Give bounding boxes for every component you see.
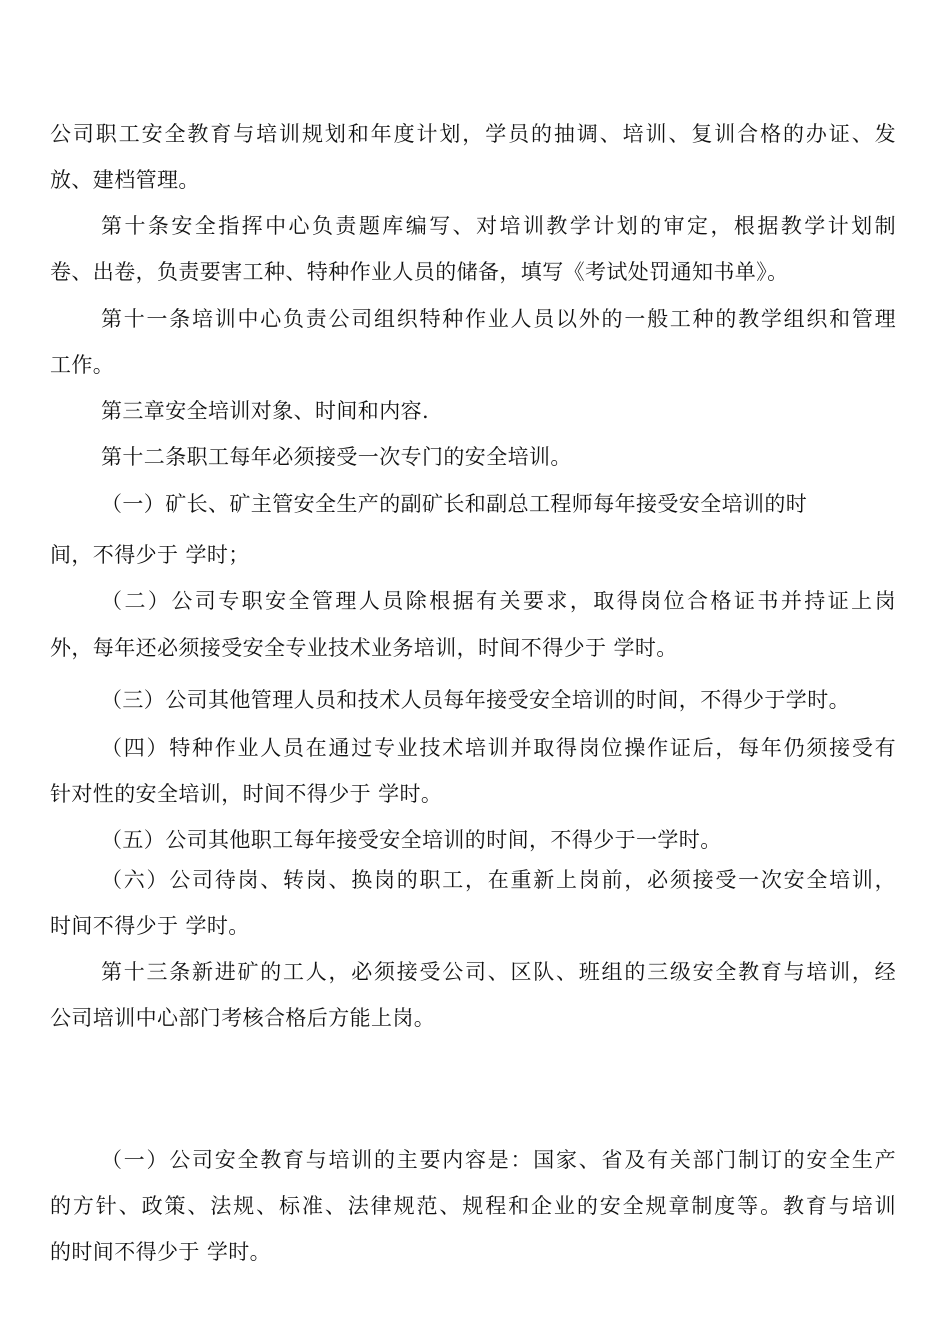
text-line: （三）公司其他管理人员和技术人员每年接受安全培训的时间，不得少于学时。 (101, 688, 850, 712)
text-line: 间，不得少于 学时； (50, 543, 250, 567)
text-line: 外，每年还必须接受安全专业技术业务培训，时间不得少于 学时。 (50, 636, 678, 660)
text-line: 工作。 (50, 353, 115, 377)
text-line: （六）公司待岗、转岗、换岗的职工，在重新上岗前，必须接受一次安全培训， (101, 868, 896, 892)
text-line: 第十二条职工每年必须接受一次专门的安全培训。 (101, 445, 572, 469)
text-line: （一）矿长、矿主管安全生产的副矿长和副总工程师每年接受安全培训的时 (101, 492, 808, 516)
text-line: 时间不得少于 学时。 (50, 914, 250, 938)
text-line: （一）公司安全教育与培训的主要内容是：国家、省及有关部门制订的安全生产 (101, 1148, 896, 1172)
text-line: 放、建档管理。 (50, 168, 200, 192)
section-heading: 第三章安全培训对象、时间和内容. (101, 399, 430, 423)
text-line: （五）公司其他职工每年接受安全培训的时间，不得少于一学时。 (101, 828, 722, 852)
text-line: 的方针、政策、法规、标准、法律规范、规程和企业的安全规章制度等。教育与培训 (50, 1194, 896, 1218)
text-line: 公司职工安全教育与培训规划和年度计划，学员的抽调、培训、复训合格的办证、发 (50, 122, 896, 146)
text-line: 针对性的安全培训，时间不得少于 学时。 (50, 782, 443, 806)
text-line: 卷、出卷，负责要害工种、特种作业人员的储备，填写《考试处罚通知书单》。 (50, 260, 789, 284)
text-line: 公司培训中心部门考核合格后方能上岗。 (50, 1006, 436, 1030)
text-line: （四）特种作业人员在通过专业技术培训并取得岗位操作证后，每年仍须接受有 (101, 736, 896, 760)
text-line: （二）公司专职安全管理人员除根据有关要求，取得岗位合格证书并持证上岗 (101, 589, 896, 613)
text-line: 的时间不得少于 学时。 (50, 1240, 272, 1264)
text-line: 第十一条培训中心负责公司组织特种作业人员以外的一般工种的教学组织和管理 (101, 307, 896, 331)
text-line: 第十三条新进矿的工人，必须接受公司、区队、班组的三级安全教育与培训，经 (101, 960, 896, 984)
text-line: 第十条安全指挥中心负责题库编写、对培训教学计划的审定，根据教学计划制 (101, 214, 896, 238)
